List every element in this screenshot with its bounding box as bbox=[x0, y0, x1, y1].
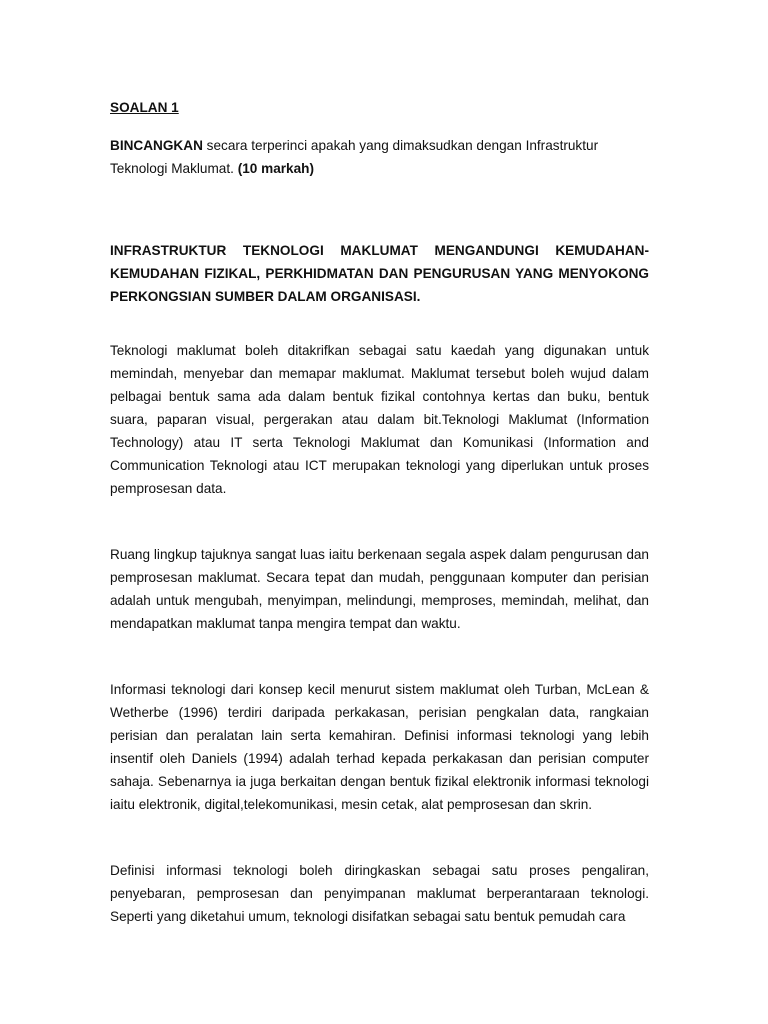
document-body bbox=[110, 96, 649, 928]
paragraph-3: Informasi teknologi dari konsep kecil menurut sistem maklumat oleh Turban, McLean & Wetherbe (1996) terdiri daripada perkakasan, perisian pengkalan data, rangkaian perisian dan peralatan lain serta kemahiran. Definisi informasi teknologi yang lebih insentif oleh Daniels (1994) adalah terhad kepada perkakasan dan perisian computer sahaja. Sebenarnya ia juga berkaitan dengan bentuk fizikal elektronik informasi teknologi iaitu elektronik, digital,telekomunikasi, mesin cetak, alat pemprosesan dan skrin. bbox=[110, 682, 649, 812]
thesis-statement: INFRASTRUKTUR TEKNOLOGI MAKLUMAT MENGANDUNGI KEMUDAHAN-KEMUDAHAN FIZIKAL, PERKHIDMATAN DAN PENGURUSAN YANG MENYOKONG PERKONGSIAN SUMBER DALAM ORGANISASI. bbox=[110, 243, 649, 304]
paragraph-4: Definisi informasi teknologi boleh diringkaskan sebagai satu proses pengaliran, penyebaran, pemprosesan dan penyimpanan maklumat berperantaraan teknologi. Seperti yang diketahui umum, teknologi disifatkan sebagai satu bentuk pemudah cara bbox=[110, 863, 649, 924]
paragraph-2: Ruang lingkup tajuknya sangat luas iaitu berkenaan segala aspek dalam pengurusan dan pemprosesan maklumat. Secara tepat dan mudah, penggunaan komputer dan perisian adalah untuk mengubah, menyimpan, melindungi, memproses, memindah, melihat, dan mendapatkan maklumat tanpa mengira tempat dan waktu. bbox=[110, 547, 649, 631]
question-heading: SOALAN 1 bbox=[110, 100, 179, 115]
question-lead: BINCANGKAN bbox=[110, 138, 203, 153]
question-text bbox=[110, 134, 649, 180]
question-marks: (10 markah) bbox=[237, 161, 314, 176]
paragraph-spacer bbox=[110, 500, 649, 543]
paragraph-spacer bbox=[110, 816, 649, 859]
paragraph-1: Teknologi maklumat boleh ditakrifkan sebagai satu kaedah yang digunakan untuk memindah, menyebar dan memapar maklumat. Maklumat tersebut boleh wujud dalam pelbagai bentuk sama ada dalam bentuk fizikal contohnya kertas dan buku, bentuk suara, paparan visual, pergerakan atau dalam bit.Teknologi Maklumat (Information Technology) atau IT serta Teknologi Maklumat dan Komunikasi (Information and Communication Teknologi atau ICT merupakan teknologi yang diperlukan untuk proses pemprosesan data. bbox=[110, 343, 649, 496]
question-body: secara terperinci apakah yang dimaksudkan dengan Infrastruktur Teknologi Maklumat. bbox=[110, 138, 599, 176]
paragraph-spacer bbox=[110, 635, 649, 678]
